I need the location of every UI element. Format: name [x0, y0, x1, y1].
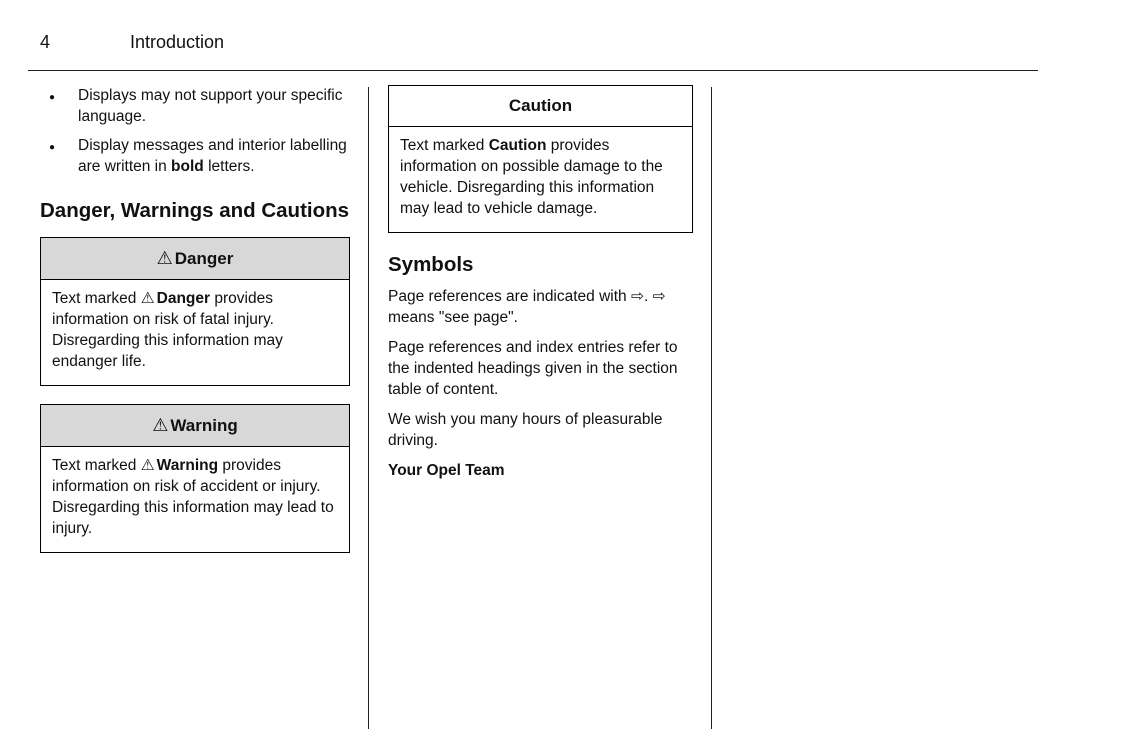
body-text: Text marked [52, 290, 141, 307]
caution-box-body [389, 127, 692, 232]
danger-box-title: Danger [174, 249, 234, 268]
bold-text: bold [171, 158, 204, 175]
page-reference-arrow-icon: ⇨ [630, 288, 644, 305]
closing-paragraph-pleasurable-driving: We wish you many hours of pleasurable driving. [388, 411, 663, 449]
danger-box-body [41, 280, 349, 385]
column-middle [388, 85, 693, 490]
caution-box-title: Caution [508, 96, 573, 115]
warning-triangle-icon: ⚠ [152, 415, 169, 435]
bullet-text: Displays may not support your specific language. [78, 87, 343, 125]
caution-box-header [389, 86, 692, 127]
page-header [0, 0, 1123, 60]
section-heading-danger-warnings-cautions: Danger, Warnings and Cautions [40, 199, 350, 222]
warning-box-header [41, 405, 349, 447]
warning-triangle-icon: ⚠ [140, 290, 155, 307]
warning-box-body [41, 447, 349, 552]
bullet-text: letters. [203, 158, 255, 175]
column-divider [711, 87, 712, 729]
bold-text: Caution [488, 137, 547, 154]
bullet-text: Display messages and interior labelling are written in [78, 137, 347, 175]
body-text: Text marked [52, 457, 141, 474]
signature-your-opel-team: Your Opel Team [388, 462, 505, 479]
danger-box-header [41, 238, 349, 280]
warning-triangle-icon: ⚠ [140, 457, 155, 474]
caution-box [388, 85, 693, 233]
symbols-paragraph-page-references [388, 286, 693, 328]
body-text: Text marked [400, 137, 489, 154]
bullet-item-language [40, 85, 350, 127]
symbols-paragraph-index-entries: Page references and index entries refer to the indented headings given in the section table of content. [388, 339, 678, 398]
column-divider [368, 87, 369, 729]
bold-text: Danger [156, 290, 211, 307]
warning-box-title: Warning [170, 416, 238, 435]
danger-box [40, 237, 350, 386]
body-text: provides information on possible damage to the vehicle. Disregarding this information may lead to vehicle damage. [400, 137, 663, 217]
bullet-item-bold-letters [40, 135, 350, 177]
warning-box [40, 404, 350, 553]
section-heading-symbols: Symbols [388, 253, 474, 276]
page-title: Introduction [130, 32, 225, 52]
column-left [40, 85, 350, 571]
bullet-list [40, 85, 350, 177]
page-reference-arrow-icon: ⇨ [652, 288, 666, 305]
body-text: . [643, 288, 653, 305]
body-text: means "see page". [388, 309, 518, 326]
body-text: provides information on risk of fatal injury. Disregarding this information may endanger life. [52, 290, 283, 370]
page-number: 4 [40, 32, 51, 52]
body-text: Page references are indicated with [388, 288, 631, 305]
body-text: provides information on risk of accident or injury. Disregarding this information may lead to injury. [52, 457, 334, 537]
page-content [0, 71, 1123, 729]
bold-text: Warning [156, 457, 219, 474]
warning-triangle-icon: ⚠ [156, 248, 173, 268]
